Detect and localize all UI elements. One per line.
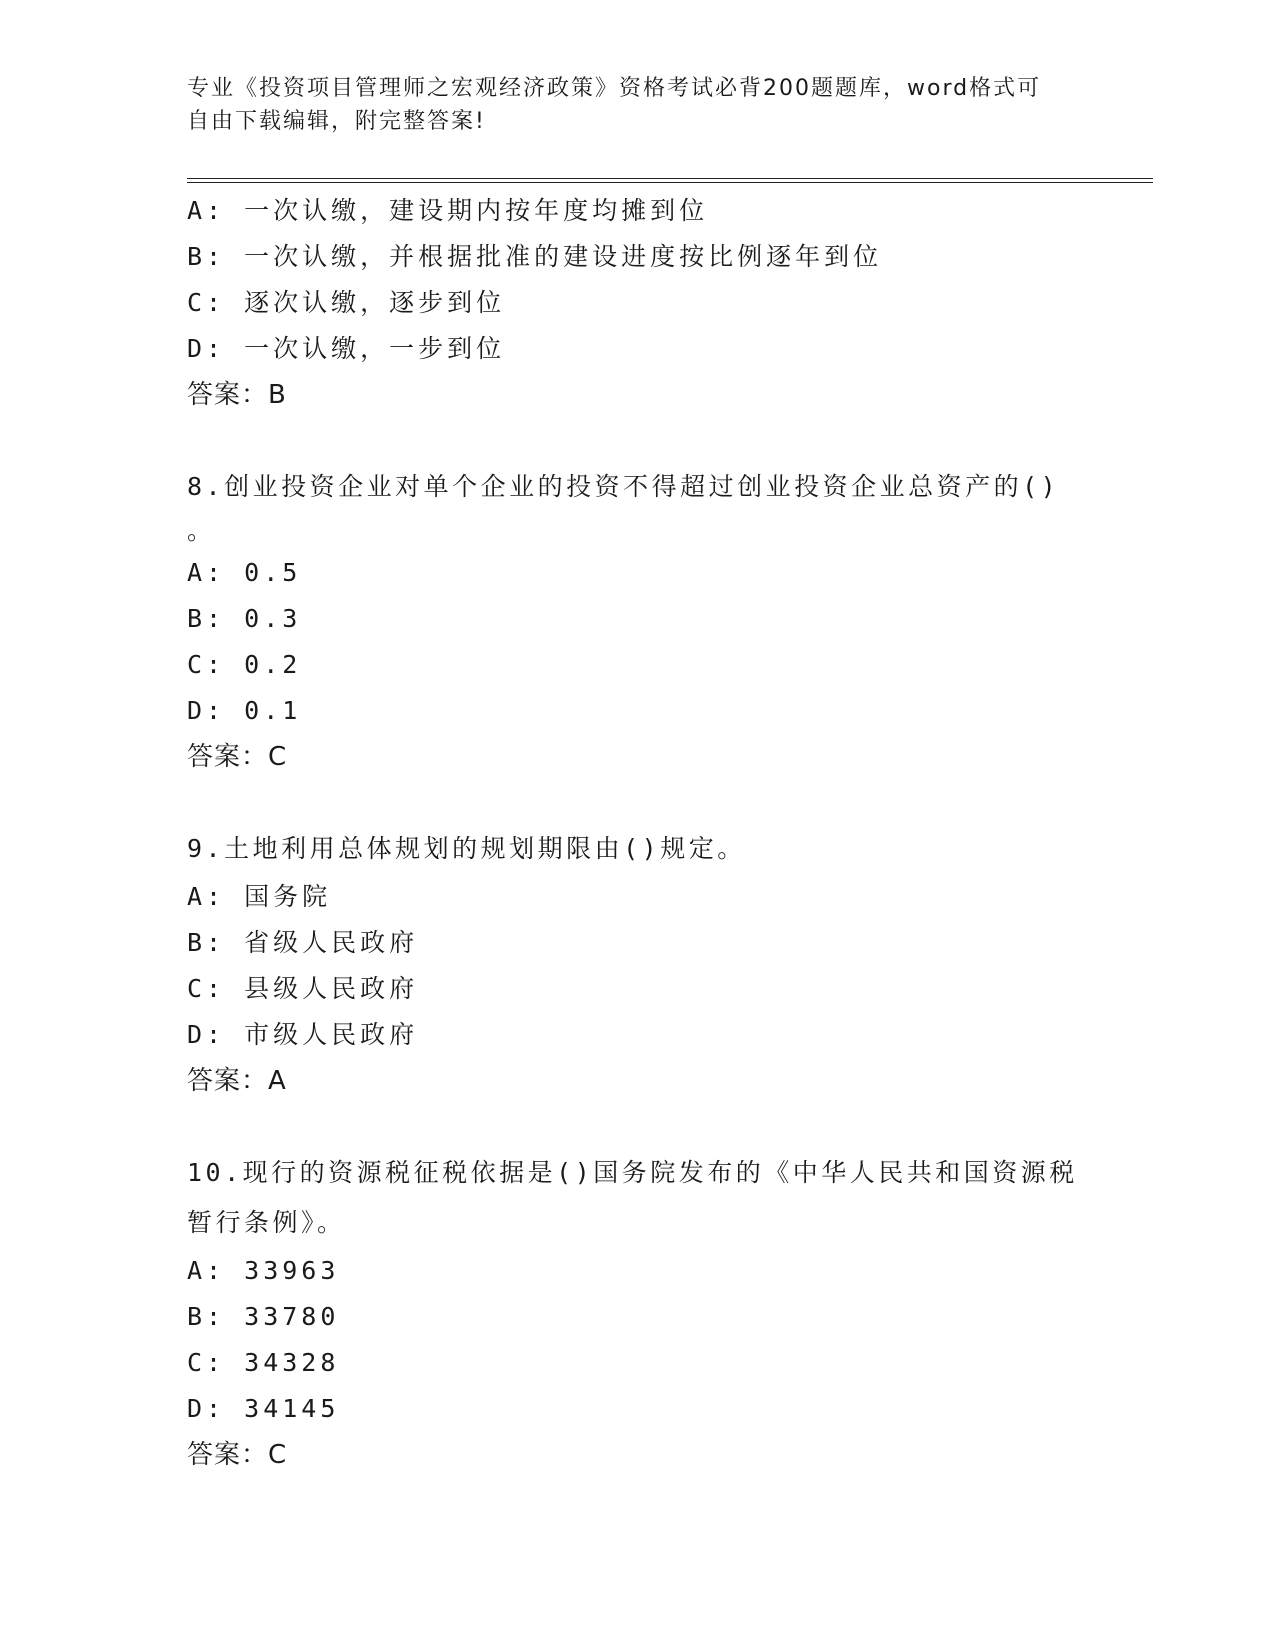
header-line-1: 专业《投资项目管理师之宏观经济政策》资格考试必背200题题库，word格式可 xyxy=(187,76,1042,101)
answer: 答案：C xyxy=(187,1440,288,1470)
question-stem-line-2: 。 xyxy=(187,516,216,545)
option-d: D: 0.1 xyxy=(187,696,302,725)
option-b: B: 33780 xyxy=(187,1302,340,1331)
option-c: C: 县级人民政府 xyxy=(187,974,419,1003)
option-d: D: 一次认缴，一步到位 xyxy=(187,334,506,363)
answer: 答案：A xyxy=(187,1066,287,1096)
option-d: D: 市级人民政府 xyxy=(187,1020,419,1049)
option-a: A: 国务院 xyxy=(187,882,332,911)
document-header xyxy=(187,72,1087,138)
question-9 xyxy=(187,824,1087,1104)
question-stem-line-1: 10.现行的资源税征税依据是()国务院发布的《中华人民共和国资源税 xyxy=(187,1158,1078,1187)
option-c: C: 34328 xyxy=(187,1348,340,1377)
question-7 xyxy=(187,188,1087,418)
option-c: C: 0.2 xyxy=(187,650,302,679)
option-b: B: 省级人民政府 xyxy=(187,928,419,957)
option-a: A: 0.5 xyxy=(187,558,302,587)
question-list xyxy=(187,188,1087,1478)
option-b: B: 一次认缴，并根据批准的建设进度按比例逐年到位 xyxy=(187,242,883,271)
option-a: A: 33963 xyxy=(187,1256,340,1285)
option-d: D: 34145 xyxy=(187,1394,340,1423)
header-divider xyxy=(187,178,1153,183)
question-stem-line-2: 暂行条例》。 xyxy=(187,1208,346,1237)
question-stem-line-1: 8.创业投资企业对单个企业的投资不得超过创业投资企业总资产的() xyxy=(187,472,1060,501)
header-line-2: 自由下载编辑，附完整答案! xyxy=(187,109,486,134)
answer: 答案：B xyxy=(187,380,287,410)
answer: 答案：C xyxy=(187,742,288,772)
question-stem-line-1: 9.土地利用总体规划的规划期限由()规定。 xyxy=(187,834,746,863)
question-10 xyxy=(187,1148,1087,1478)
option-a: A: 一次认缴，建设期内按年度均摊到位 xyxy=(187,196,709,225)
question-8 xyxy=(187,462,1087,780)
option-b: B: 0.3 xyxy=(187,604,302,633)
option-c: C: 逐次认缴，逐步到位 xyxy=(187,288,506,317)
